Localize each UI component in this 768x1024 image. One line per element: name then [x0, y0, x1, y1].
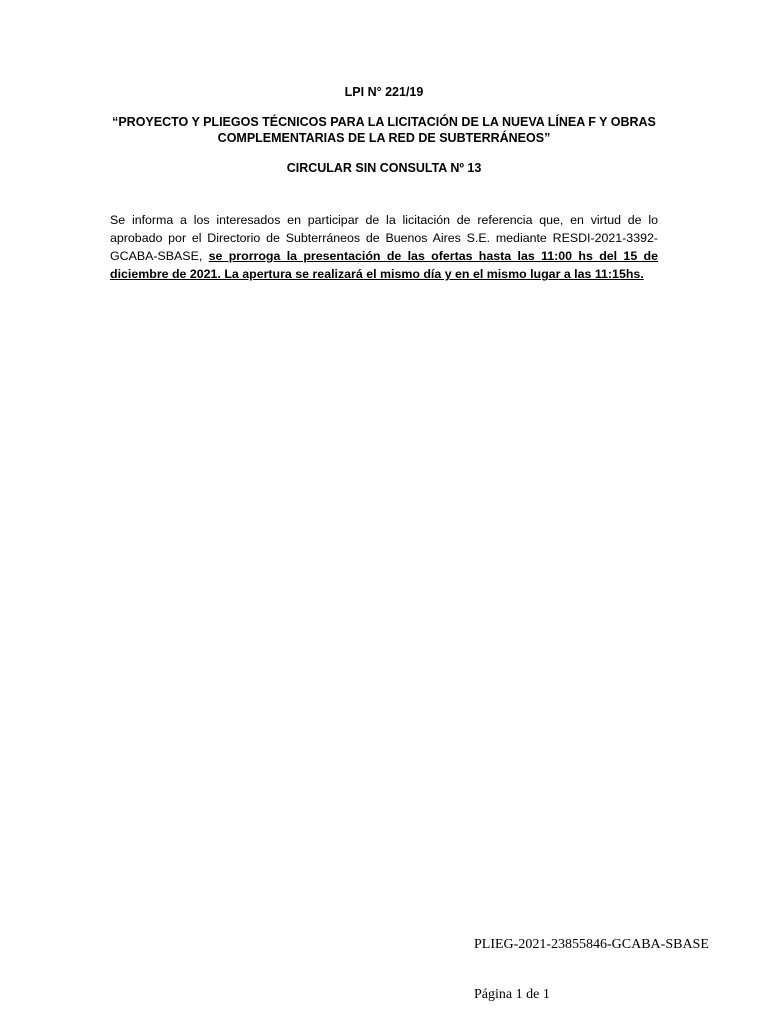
- body-emphasized-text: se prorroga la presentación de las ofertas hasta las 11:00 hs del 15 de diciembre de 2021. La apertura se realizará el mismo día y en el mismo lugar a las 11:15hs.: [110, 249, 658, 281]
- document-reference: PLIEG-2021-23855846-GCABA-SBASE: [474, 937, 709, 952]
- body-paragraph: [110, 211, 658, 283]
- page-number: Página 1 de 1: [474, 987, 550, 1002]
- document-title: [0, 114, 768, 146]
- lpi-number: LPI N° 221/19: [344, 85, 424, 99]
- title-line-1: “PROYECTO Y PLIEGOS TÉCNICOS PARA LA LICITACIÓN DE LA NUEVA LÍNEA F Y OBRAS: [112, 115, 656, 129]
- title-line-2: COMPLEMENTARIAS DE LA RED DE SUBTERRÁNEOS”: [217, 131, 551, 145]
- circular-heading: CIRCULAR SIN CONSULTA Nº 13: [286, 161, 482, 175]
- body-plain-text: Se informa a los interesados en participar de la licitación de referencia que, en virtud de lo aprobado por el Directorio de Subterráneos de Buenos Aires S.E. mediante RESDI-2021-3392-GCABA-SBASE,: [110, 213, 658, 263]
